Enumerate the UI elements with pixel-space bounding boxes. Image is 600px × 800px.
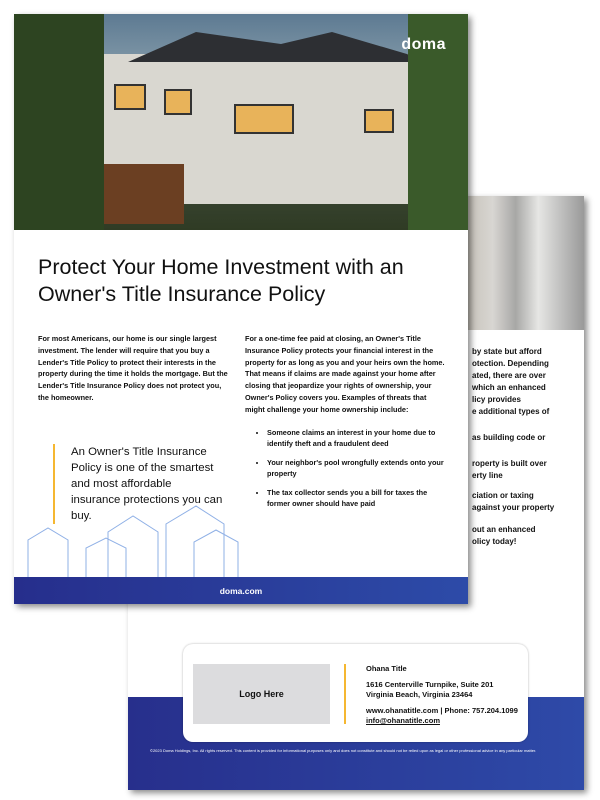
intro-paragraph: For most Americans, our home is our single largest investment. The lender will require that you buy a Lender's Title Policy to protect their interests in the property during the time it holds the mortgage. But the Lender's Title Insurance Policy does not protect you, the homeowner. — [38, 334, 228, 402]
address-line-1: 1616 Centerville Turnpike, Suite 201 — [366, 679, 494, 689]
address-line-2: Virginia Beach, Virginia 23464 — [366, 690, 473, 699]
agent-card — [183, 644, 528, 742]
threat-line: roperty is built over — [472, 459, 547, 468]
website-link[interactable]: doma.com — [219, 585, 263, 596]
cta-line: olicy today! — [472, 537, 517, 546]
list-item: • Someone claims an interest in your home due to identify theft and a fraudulent deed — [267, 427, 445, 450]
company-name: Ohana Title — [366, 664, 407, 673]
website-phone[interactable]: www.ohanatitle.com | Phone: 757.204.1099 — [366, 705, 518, 715]
text-line: ated, there are over — [472, 371, 546, 380]
legal-disclaimer: ©2023 Doma Holdings, Inc. All rights reserved. This content is provided for informational purposes only and does not constitute and should not be relied upon as legal or other professional advice in any particular matter. — [150, 748, 537, 753]
email-link[interactable]: info@ohanatitle.com — [366, 716, 440, 725]
right-column — [245, 333, 445, 517]
doma-logo: doma — [401, 36, 446, 53]
text-line: e additional types of — [472, 407, 550, 416]
text-line: which an enhanced — [472, 383, 546, 392]
divider — [344, 664, 346, 724]
list-item: • Your neighbor's pool wrongfully extends onto your property — [267, 457, 445, 480]
threat-line: ciation or taxing — [472, 491, 534, 500]
threat-list — [245, 427, 445, 510]
house-photo — [14, 14, 468, 230]
threat-line: against your property — [472, 503, 555, 512]
cta-line: out an enhanced — [472, 525, 536, 534]
text-line: licy provides — [472, 395, 521, 404]
text-line: otection. Depending — [472, 359, 549, 368]
text-line: by state but afford — [472, 347, 542, 356]
footer-bar — [14, 577, 468, 604]
contact-info — [366, 664, 518, 727]
logo-placeholder: Logo Here — [193, 664, 330, 724]
list-item: • The tax collector sends you a bill for taxes the former owner should have paid — [267, 487, 445, 510]
policy-paragraph: For a one-time fee paid at closing, an Owner's Title Insurance Policy protects your financial interest in the property for as long as you and your heirs own the home. That means if claims are made against your home after closing that jeopardize your rights of ownership, your Owner's Policy covers you. Examples of threats that might challenge your home ownership include: — [245, 334, 445, 414]
threat-line: as building code or — [472, 433, 546, 442]
pull-quote: An Owner's Title Insurance Policy is one of the smartest and most affordable insurance protections you can buy. — [53, 444, 223, 524]
back-text — [472, 346, 582, 556]
front-page — [14, 14, 468, 604]
house-outline-graphic — [26, 502, 246, 582]
threat-line: erty line — [472, 471, 503, 480]
page-title: Protect Your Home Investment with an Owner's Title Insurance Policy — [38, 255, 404, 306]
